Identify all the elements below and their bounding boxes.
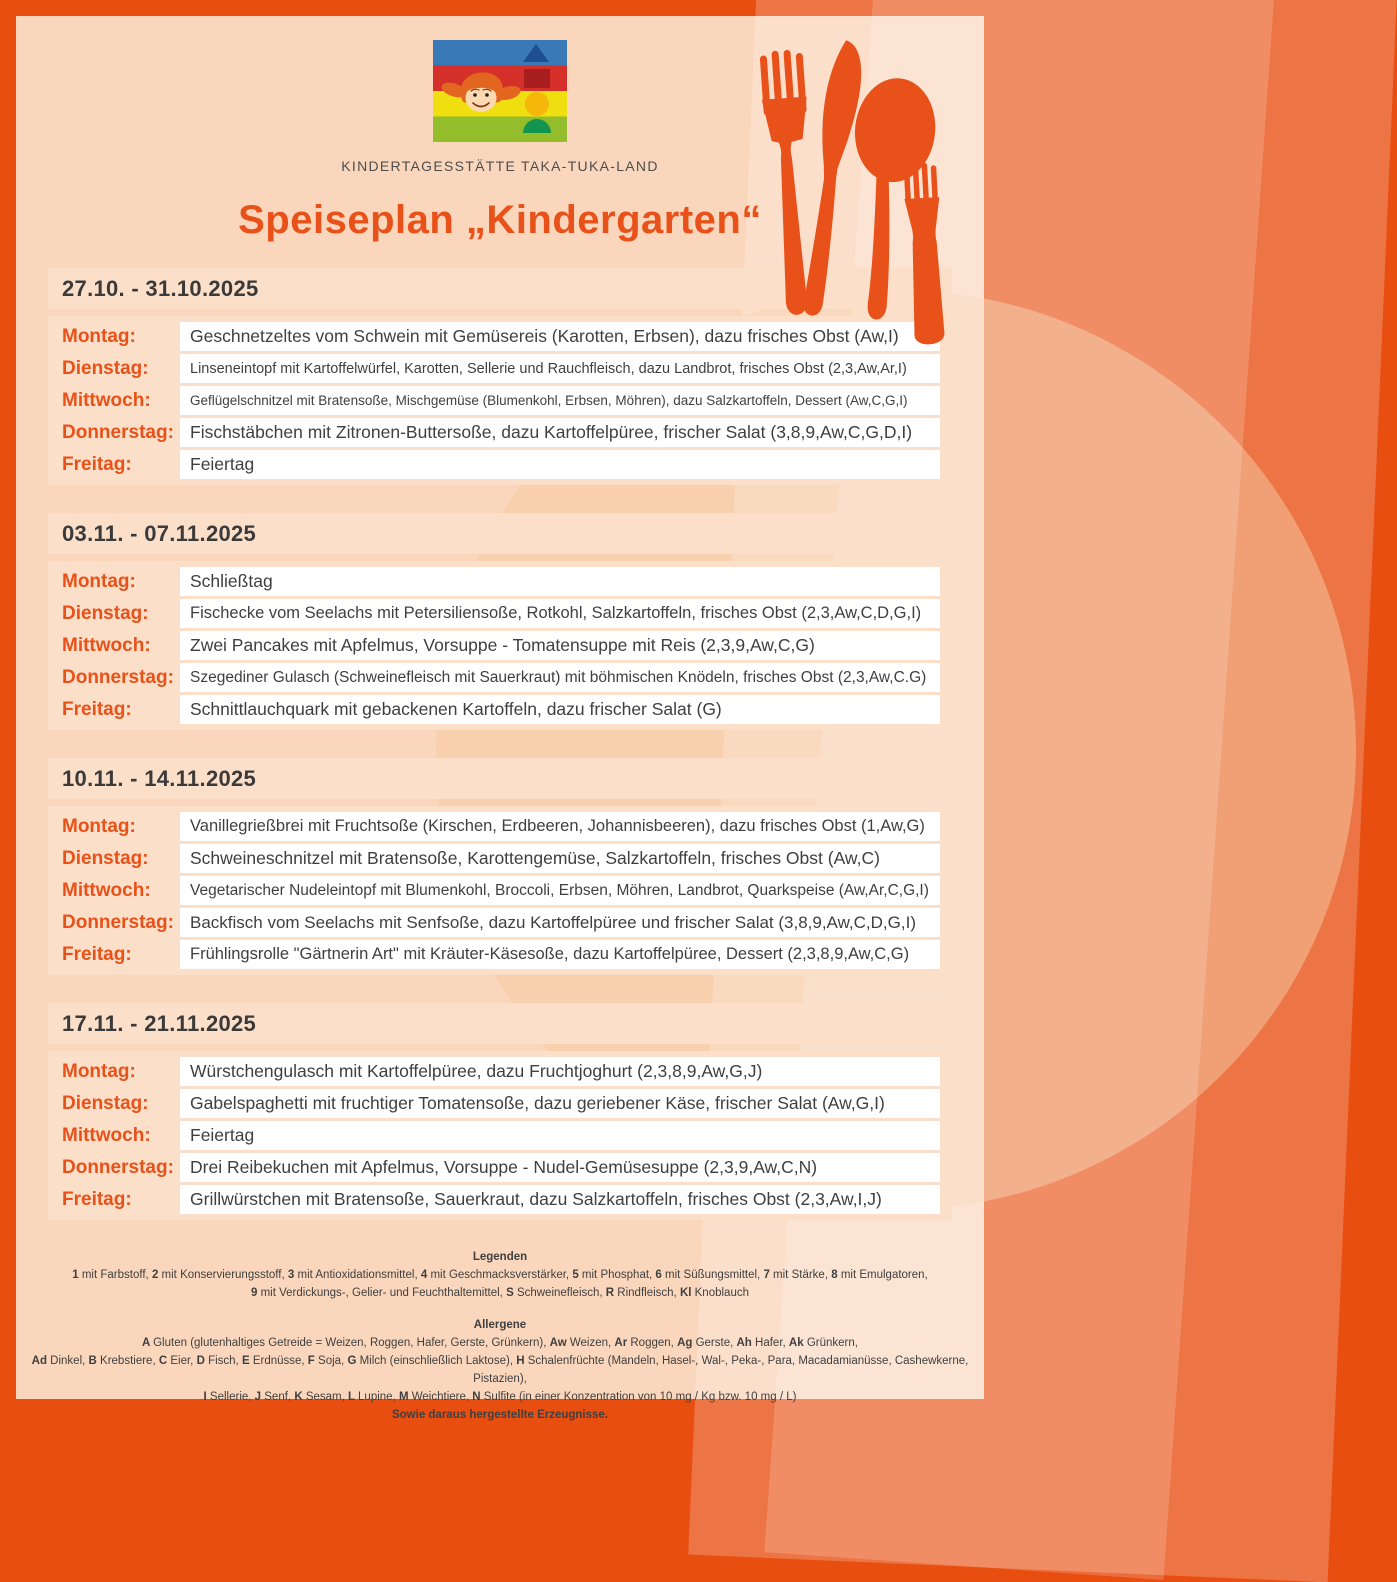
day-label: Montag: <box>62 325 136 347</box>
week-section <box>48 758 952 975</box>
cutlery-illustration <box>740 38 952 360</box>
meal-text: Schnittlauchquark mit gebackenen Kartoffeln, dazu frischer Salat (G) <box>190 699 722 719</box>
day-label: Freitag: <box>62 453 132 475</box>
meal-bar <box>180 908 940 937</box>
menu-row <box>48 663 940 692</box>
allergen-line: A Gluten (glutenhaltiges Getreide = Weizen, Roggen, Hafer, Gerste, Grünkern), Aw Weizen, Ar Roggen, Ag Gerste, Ah Hafer, Ak Grünkern, <box>142 1337 858 1349</box>
meal-text: Feiertag <box>190 454 255 474</box>
legend-lines <box>16 1266 984 1302</box>
meal-bar <box>180 876 940 905</box>
meal-bar <box>180 631 940 660</box>
meal-text: Gabelspaghetti mit fruchtiger Tomatensoße, dazu geriebener Käse, frischer Salat (Aw,G,I) <box>190 1093 885 1113</box>
meal-text: Drei Reibekuchen mit Apfelmus, Vorsuppe - Nudel-Gemüsesuppe (2,3,9,Aw,C,N) <box>190 1157 818 1177</box>
day-label: Freitag: <box>62 698 132 720</box>
week-section <box>48 513 952 730</box>
menu-row <box>48 1153 940 1182</box>
week-header <box>48 513 952 554</box>
org-name: KINDERTAGESSTÄTTE TAKA-TUKA-LAND <box>341 158 659 174</box>
page-title: Speiseplan „Kindergarten“ <box>238 198 762 242</box>
meal-bar <box>180 812 940 841</box>
allergens-note: Sowie daraus hergestellte Erzeugnisse. <box>391 1409 609 1421</box>
menu-row <box>48 908 940 937</box>
day-label: Mittwoch: <box>62 1124 151 1146</box>
day-label: Montag: <box>62 815 136 837</box>
menu-row <box>48 1057 940 1086</box>
day-label: Dienstag: <box>62 847 149 869</box>
meal-bar <box>180 386 940 415</box>
meal-text: Zwei Pancakes mit Apfelmus, Vorsuppe - Tomatensuppe mit Reis (2,3,9,Aw,C,G) <box>190 635 815 655</box>
footer <box>16 1248 984 1424</box>
day-label: Mittwoch: <box>62 879 151 901</box>
allergens-title: Allergene <box>473 1319 527 1331</box>
legend-line: 1 mit Farbstoff, 2 mit Konservierungsstoff, 3 mit Antioxidationsmittel, 4 mit Geschmacksverstärker, 5 mit Phosphat, 6 mit Süßungsmittel, 7 mit Stärke, 8 mit Emulgatoren, <box>72 1269 928 1281</box>
meal-text: Fischstäbchen mit Zitronen-Buttersoße, dazu Kartoffelpüree, frischer Salat (3,8,9,Aw,C,G,D,I) <box>190 422 913 442</box>
week-header <box>48 758 952 799</box>
day-label: Donnerstag: <box>62 666 174 688</box>
menu-row <box>48 812 940 841</box>
meal-text: Linseneintopf mit Kartoffelwürfel, Karotten, Sellerie und Rauchfleisch, dazu Landbrot, frisches Obst (2,3,Aw,Ar,I) <box>190 360 907 377</box>
week-date-range: 17.11. - 21.11.2025 <box>62 1010 257 1036</box>
meal-bar <box>180 940 940 969</box>
menu-row <box>48 695 940 724</box>
day-label: Montag: <box>62 570 136 592</box>
allergen-line: Ad Dinkel, B Krebstiere, C Eier, D Fisch, E Erdnüsse, F Soja, G Milch (einschließlich Laktose), H Schalenfrüchte (Mandeln, Hasel-, Wal-, Peka-, Para, Macadamianüsse, Cashewkerne, Pistazien), <box>31 1355 969 1385</box>
menu-row <box>48 844 940 873</box>
meal-text: Geflügelschnitzel mit Bratensoße, Mischgemüse (Blumenkohl, Erbsen, Möhren), dazu Salzkartoffeln, Dessert (Aw,C,G,I) <box>190 393 908 408</box>
week-rows <box>48 806 952 975</box>
small-fork-icon <box>903 162 947 345</box>
meal-bar <box>180 1153 940 1182</box>
meal-text: Schweineschnitzel mit Bratensoße, Karottengemüse, Salzkartoffeln, frisches Obst (Aw,C) <box>190 848 880 868</box>
menu-row <box>48 631 940 660</box>
meal-text: Vanillegrießbrei mit Fruchtsoße (Kirschen, Erdbeeren, Johannisbeeren), dazu frisches Obst (1,Aw,G) <box>190 817 925 835</box>
meal-bar <box>180 663 940 692</box>
menu-row <box>48 386 940 415</box>
day-label: Mittwoch: <box>62 634 151 656</box>
day-label: Dienstag: <box>62 357 149 379</box>
meal-bar <box>180 599 940 628</box>
meal-text: Szegediner Gulasch (Schweinefleisch mit Sauerkraut) mit böhmischen Knödeln, frisches Obst (2,3,Aw,C.G) <box>190 668 927 686</box>
meal-text: Schließtag <box>190 571 273 591</box>
day-label: Montag: <box>62 1060 136 1082</box>
menu-row <box>48 418 940 447</box>
meal-bar <box>180 1185 940 1214</box>
day-label: Donnerstag: <box>62 1156 174 1178</box>
day-label: Dienstag: <box>62 1092 149 1114</box>
day-label: Freitag: <box>62 943 132 965</box>
week-section <box>48 1003 952 1220</box>
logo-illustration <box>433 40 567 142</box>
knife-icon <box>799 39 866 319</box>
week-date-range: 27.10. - 31.10.2025 <box>62 275 259 301</box>
week-header <box>48 1003 952 1044</box>
day-label: Donnerstag: <box>62 421 174 443</box>
day-label: Dienstag: <box>62 602 149 624</box>
legend-title: Legenden <box>472 1251 528 1263</box>
week-rows <box>48 1051 952 1220</box>
week-rows <box>48 561 952 730</box>
day-label: Donnerstag: <box>62 911 174 933</box>
menu-row <box>48 1185 940 1214</box>
day-label: Mittwoch: <box>62 389 151 411</box>
meal-text: Backfisch vom Seelachs mit Senfsoße, dazu Kartoffelpüree und frischer Salat (3,8,9,Aw,C,D,G,I) <box>190 912 916 932</box>
menu-row <box>48 599 940 628</box>
menu-poster <box>16 16 984 1421</box>
weeks-container <box>48 268 952 1220</box>
day-label: Freitag: <box>62 1188 132 1210</box>
meal-text: Feiertag <box>190 1125 255 1145</box>
allergen-line: I Sellerie, J Senf, K Sesam, L Lupine, M Weichtiere, N Sulfite (in einer Konzentration von 10 mg / Kg bzw. 10 mg / L) <box>203 1391 797 1403</box>
meal-text: Geschnetzeltes vom Schwein mit Gemüsereis (Karotten, Erbsen), dazu frisches Obst (Aw,I) <box>190 326 899 346</box>
meal-bar <box>180 567 940 596</box>
meal-bar <box>180 844 940 873</box>
menu-row <box>48 940 940 969</box>
meal-text: Würstchengulasch mit Kartoffelpüree, dazu Fruchtjoghurt (2,3,8,9,Aw,G,J) <box>190 1061 763 1081</box>
meal-bar <box>180 695 940 724</box>
week-date-range: 10.11. - 14.11.2025 <box>62 765 257 791</box>
menu-row <box>48 567 940 596</box>
meal-bar <box>180 418 940 447</box>
meal-text: Grillwürstchen mit Bratensoße, Sauerkraut, dazu Salzkartoffeln, frisches Obst (2,3,Aw,I,J) <box>190 1189 882 1209</box>
meal-bar <box>180 450 940 479</box>
meal-bar <box>180 1089 940 1118</box>
meal-bar <box>180 1057 940 1086</box>
menu-row <box>48 876 940 905</box>
menu-row <box>48 450 940 479</box>
meal-bar <box>180 1121 940 1150</box>
meal-text: Frühlingsrolle "Gärtnerin Art" mit Kräuter-Käsesoße, dazu Kartoffelpüree, Dessert (2,3,8,9,Aw,C,G) <box>190 945 910 963</box>
meal-text: Fischecke vom Seelachs mit Petersiliensoße, Rotkohl, Salzkartoffeln, frisches Obst (2,3,Aw,C,D,G,I) <box>190 604 922 622</box>
menu-row <box>48 1121 940 1150</box>
allergen-lines <box>16 1334 984 1406</box>
week-date-range: 03.11. - 07.11.2025 <box>62 520 257 546</box>
meal-text: Vegetarischer Nudeleintopf mit Blumenkohl, Broccoli, Erbsen, Möhren, Landbrot, Quarkspeise (Aw,Ar,C,G,I) <box>190 881 929 899</box>
legend-line: 9 mit Verdickungs-, Gelier- und Feuchthaltemittel, S Schweinefleisch, R Rindfleisch, Kl Knoblauch <box>251 1287 749 1299</box>
menu-row <box>48 1089 940 1118</box>
